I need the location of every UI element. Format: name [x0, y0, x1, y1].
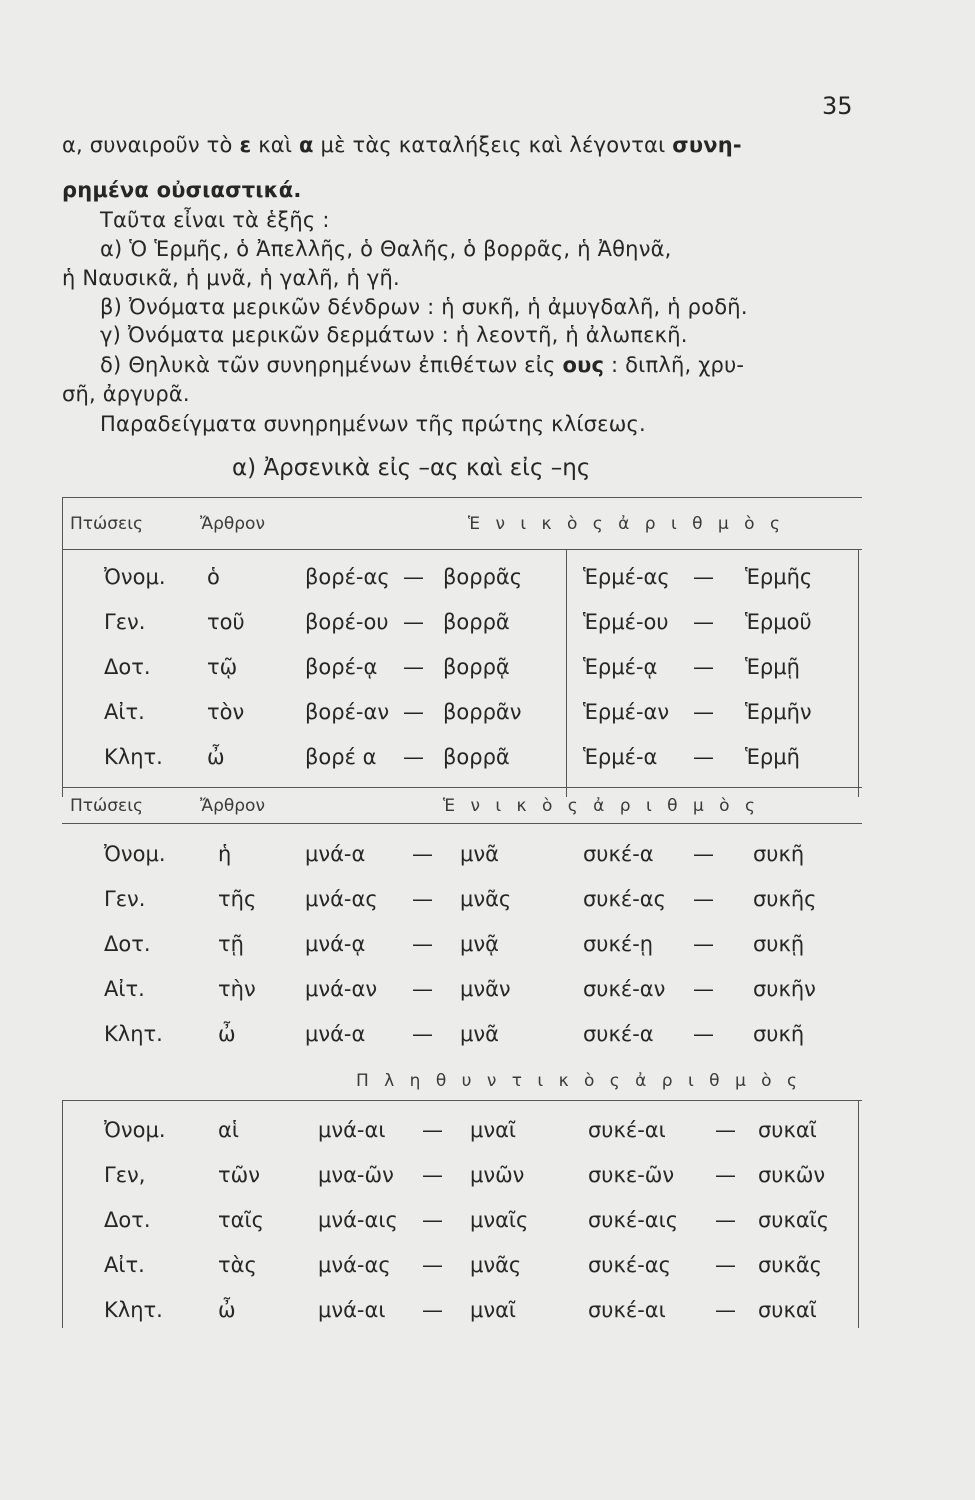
form-cell: Ἑρμέ-α [583, 745, 658, 769]
header-cases: Πτώσεις [70, 796, 143, 816]
dash: — [693, 700, 714, 724]
text-span: : διπλῆ, χρυ- [604, 353, 745, 377]
contracted-cell: συκῆν [753, 977, 816, 1001]
form-cell: συκέ-ας [583, 887, 666, 911]
dash: — [693, 610, 714, 634]
text-span: α, συναιροῦν τὸ [62, 133, 240, 157]
bold-text: ε [239, 133, 252, 157]
case-cell: Κλητ. [104, 1298, 163, 1322]
header-article: Ἄρθρον [200, 796, 265, 816]
contracted-cell: βορρᾷ [443, 655, 510, 679]
form-cell: βορέ α [305, 745, 377, 769]
bold-text: ρημένα οὐσιαστικά. [62, 178, 302, 202]
dash: — [412, 842, 433, 866]
form-cell: μνά-αις [318, 1208, 398, 1232]
dash: — [403, 610, 424, 634]
form-cell: μνά-α [305, 842, 366, 866]
contracted-cell: μνᾶς [470, 1253, 522, 1277]
case-cell: Δοτ. [104, 932, 151, 956]
contracted-cell: συκῶν [758, 1163, 826, 1187]
contracted-cell: μναῖ [470, 1118, 517, 1142]
contracted-cell: συκαῖ [758, 1118, 817, 1142]
text-span: καὶ [251, 133, 300, 157]
case-cell: Ὀνομ. [104, 565, 166, 589]
form-cell: μνά-αν [305, 977, 378, 1001]
form-cell: συκε-ῶν [588, 1163, 675, 1187]
contracted-cell: Ἑρμῆν [745, 700, 812, 724]
dash: — [693, 977, 714, 1001]
article-cell: ἡ [218, 842, 232, 866]
intro-line [100, 323, 688, 347]
dash: — [693, 655, 714, 679]
article-cell: τῇ [218, 932, 244, 956]
contracted-cell: βορρᾶν [443, 700, 522, 724]
contracted-cell: Ἑρμῆς [745, 565, 813, 589]
contracted-cell: βορρᾶς [443, 565, 523, 589]
text-span: γ) Ὀνόματα μερικῶν δερμάτων : ἡ λεοντῆ, ἡ ἀλωπεκῆ. [100, 323, 688, 347]
text-span: σῆ, ἀργυρᾶ. [62, 382, 190, 406]
case-cell: Αἰτ. [104, 700, 145, 724]
case-cell: Γεν. [104, 887, 146, 911]
contracted-cell: συκῆ [753, 842, 805, 866]
form-cell: συκέ-αις [588, 1208, 679, 1232]
case-cell: Κλητ. [104, 1022, 163, 1046]
article-cell: ὁ [207, 565, 220, 589]
header-cases: Πτώσεις [70, 514, 143, 534]
form-cell: μνά-αι [318, 1118, 386, 1142]
contracted-cell: συκαῖ [758, 1298, 817, 1322]
contracted-cell: μνῶν [470, 1163, 525, 1187]
article-cell: τὸν [207, 700, 245, 724]
contracted-cell: Ἑρμῆ [745, 745, 800, 769]
dash: — [412, 932, 433, 956]
intro-line [100, 208, 330, 232]
case-cell: Κλητ. [104, 745, 163, 769]
dash: — [422, 1208, 443, 1232]
case-cell: Γεν. [104, 610, 146, 634]
article-cell: τῶν [218, 1163, 260, 1187]
form-cell: Ἑρμέ-αν [583, 700, 670, 724]
intro-line [62, 178, 302, 202]
form-cell: μνά-ᾳ [305, 932, 366, 956]
contracted-cell: συκῆ [753, 1022, 805, 1046]
case-cell: Ὀνομ. [104, 1118, 166, 1142]
article-cell: ταῖς [218, 1208, 264, 1232]
header-singular: Ἑ ν ι κ ὸ ς ἀ ρ ι θ μ ὸ ς [443, 796, 760, 816]
dash: — [403, 700, 424, 724]
header-article: Ἄρθρον [200, 514, 265, 534]
dash: — [422, 1163, 443, 1187]
contracted-cell: συκῇ [753, 932, 805, 956]
text-span: Ταῦτα εἶναι τὰ ἑξῆς : [100, 208, 330, 232]
article-cell: ὦ [218, 1022, 236, 1046]
text-span: ἡ Ναυσικᾶ, ἡ μνᾶ, ἡ γαλῆ, ἡ γῆ. [62, 266, 400, 290]
form-cell: βορέ-ας [305, 565, 390, 589]
article-cell: τοῦ [207, 610, 245, 634]
dash: — [403, 655, 424, 679]
dash: — [412, 887, 433, 911]
form-cell: μνά-αι [318, 1298, 386, 1322]
dash: — [693, 565, 714, 589]
text-span: δ) Θηλυκὰ τῶν συνηρημένων ἐπιθέτων εἰς [100, 353, 563, 377]
intro-line [100, 412, 646, 436]
contracted-cell: μνᾷ [460, 932, 499, 956]
case-cell: Δοτ. [104, 655, 151, 679]
form-cell: βορέ-ᾳ [305, 655, 378, 679]
form-cell: συκέ-α [583, 1022, 654, 1046]
form-cell: Ἑρμέ-ᾳ [583, 655, 658, 679]
section-title: α) Ἀρσενικὰ εἰς –ας καὶ εἰς –ης [232, 455, 591, 481]
form-cell: βορέ-ου [305, 610, 389, 634]
dash: — [715, 1208, 736, 1232]
contracted-cell: Ἑρμοῦ [745, 610, 812, 634]
contracted-cell: Ἑρμῇ [745, 655, 800, 679]
intro-line [62, 266, 400, 290]
contracted-cell: μνᾶς [460, 887, 512, 911]
dash: — [715, 1298, 736, 1322]
dash: — [693, 842, 714, 866]
contracted-cell: μνᾶ [460, 842, 499, 866]
article-cell: τὰς [218, 1253, 257, 1277]
form-cell: συκέ-αι [588, 1118, 666, 1142]
contracted-cell: μνᾶν [460, 977, 511, 1001]
article-cell: τὴν [218, 977, 256, 1001]
case-cell: Γεν, [104, 1163, 146, 1187]
dash: — [715, 1118, 736, 1142]
form-cell: συκέ-αι [588, 1298, 666, 1322]
contracted-cell: βορρᾶ [443, 610, 510, 634]
header-plural: Π λ η θ υ ν τ ι κ ὸ ς ἀ ρ ι θ μ ὸ ς [356, 1071, 802, 1091]
intro-line [62, 382, 190, 406]
intro-line [62, 133, 742, 157]
form-cell: Ἑρμέ-ας [583, 565, 670, 589]
contracted-cell: συκᾶς [758, 1253, 823, 1277]
bold-text: συνη- [672, 133, 742, 157]
case-cell: Δοτ. [104, 1208, 151, 1232]
dash: — [422, 1298, 443, 1322]
dash: — [693, 1022, 714, 1046]
dash: — [693, 745, 714, 769]
intro-line [100, 237, 672, 261]
form-cell: συκέ-αν [583, 977, 666, 1001]
case-cell: Αἰτ. [104, 977, 145, 1001]
text-span: μὲ τὰς καταλήξεις καὶ λέγονται [313, 133, 673, 157]
form-cell: βορέ-αν [305, 700, 390, 724]
dash: — [422, 1253, 443, 1277]
article-cell: ὦ [218, 1298, 236, 1322]
form-cell: συκέ-ας [588, 1253, 671, 1277]
intro-line [100, 353, 744, 377]
dash: — [715, 1163, 736, 1187]
form-cell: συκέ-ῃ [583, 932, 654, 956]
text-span: Παραδείγματα συνηρημένων τῆς πρώτης κλίσεως. [100, 412, 646, 436]
bold-text: α [299, 133, 314, 157]
dash: — [412, 1022, 433, 1046]
form-cell: μνά-α [305, 1022, 366, 1046]
dash: — [403, 565, 424, 589]
case-cell: Αἰτ. [104, 1253, 145, 1277]
article-cell: τῆς [218, 887, 257, 911]
header-singular: Ἑ ν ι κ ὸ ς ἀ ρ ι θ μ ὸ ς [468, 514, 785, 534]
form-cell: συκέ-α [583, 842, 654, 866]
article-cell: ὦ [207, 745, 225, 769]
contracted-cell: μναῖ [470, 1298, 517, 1322]
form-cell: μνά-ας [305, 887, 378, 911]
form-cell: μνα-ῶν [318, 1163, 394, 1187]
dash: — [693, 932, 714, 956]
contracted-cell: βορρᾶ [443, 745, 510, 769]
article-cell: αἱ [218, 1118, 239, 1142]
dash: — [715, 1253, 736, 1277]
dash: — [693, 887, 714, 911]
contracted-cell: συκῆς [753, 887, 817, 911]
case-cell: Ὀνομ. [104, 842, 166, 866]
intro-line [100, 295, 748, 319]
form-cell: Ἑρμέ-ου [583, 610, 669, 634]
contracted-cell: μνᾶ [460, 1022, 499, 1046]
page-number: 35 [822, 92, 853, 120]
form-cell: μνά-ας [318, 1253, 391, 1277]
dash: — [412, 977, 433, 1001]
contracted-cell: συκαῖς [758, 1208, 830, 1232]
article-cell: τῷ [207, 655, 238, 679]
text-span: β) Ὀνόματα μερικῶν δένδρων : ἡ συκῆ, ἡ ἀμυγδαλῆ, ἡ ροδῆ. [100, 295, 748, 319]
bold-text: ους [562, 353, 605, 377]
text-span: α) Ὁ Ἑρμῆς, ὁ Ἀπελλῆς, ὁ Θαλῆς, ὁ βορρᾶς, ἡ Ἀθηνᾶ, [100, 237, 672, 261]
dash: — [422, 1118, 443, 1142]
dash: — [403, 745, 424, 769]
contracted-cell: μναῖς [470, 1208, 529, 1232]
